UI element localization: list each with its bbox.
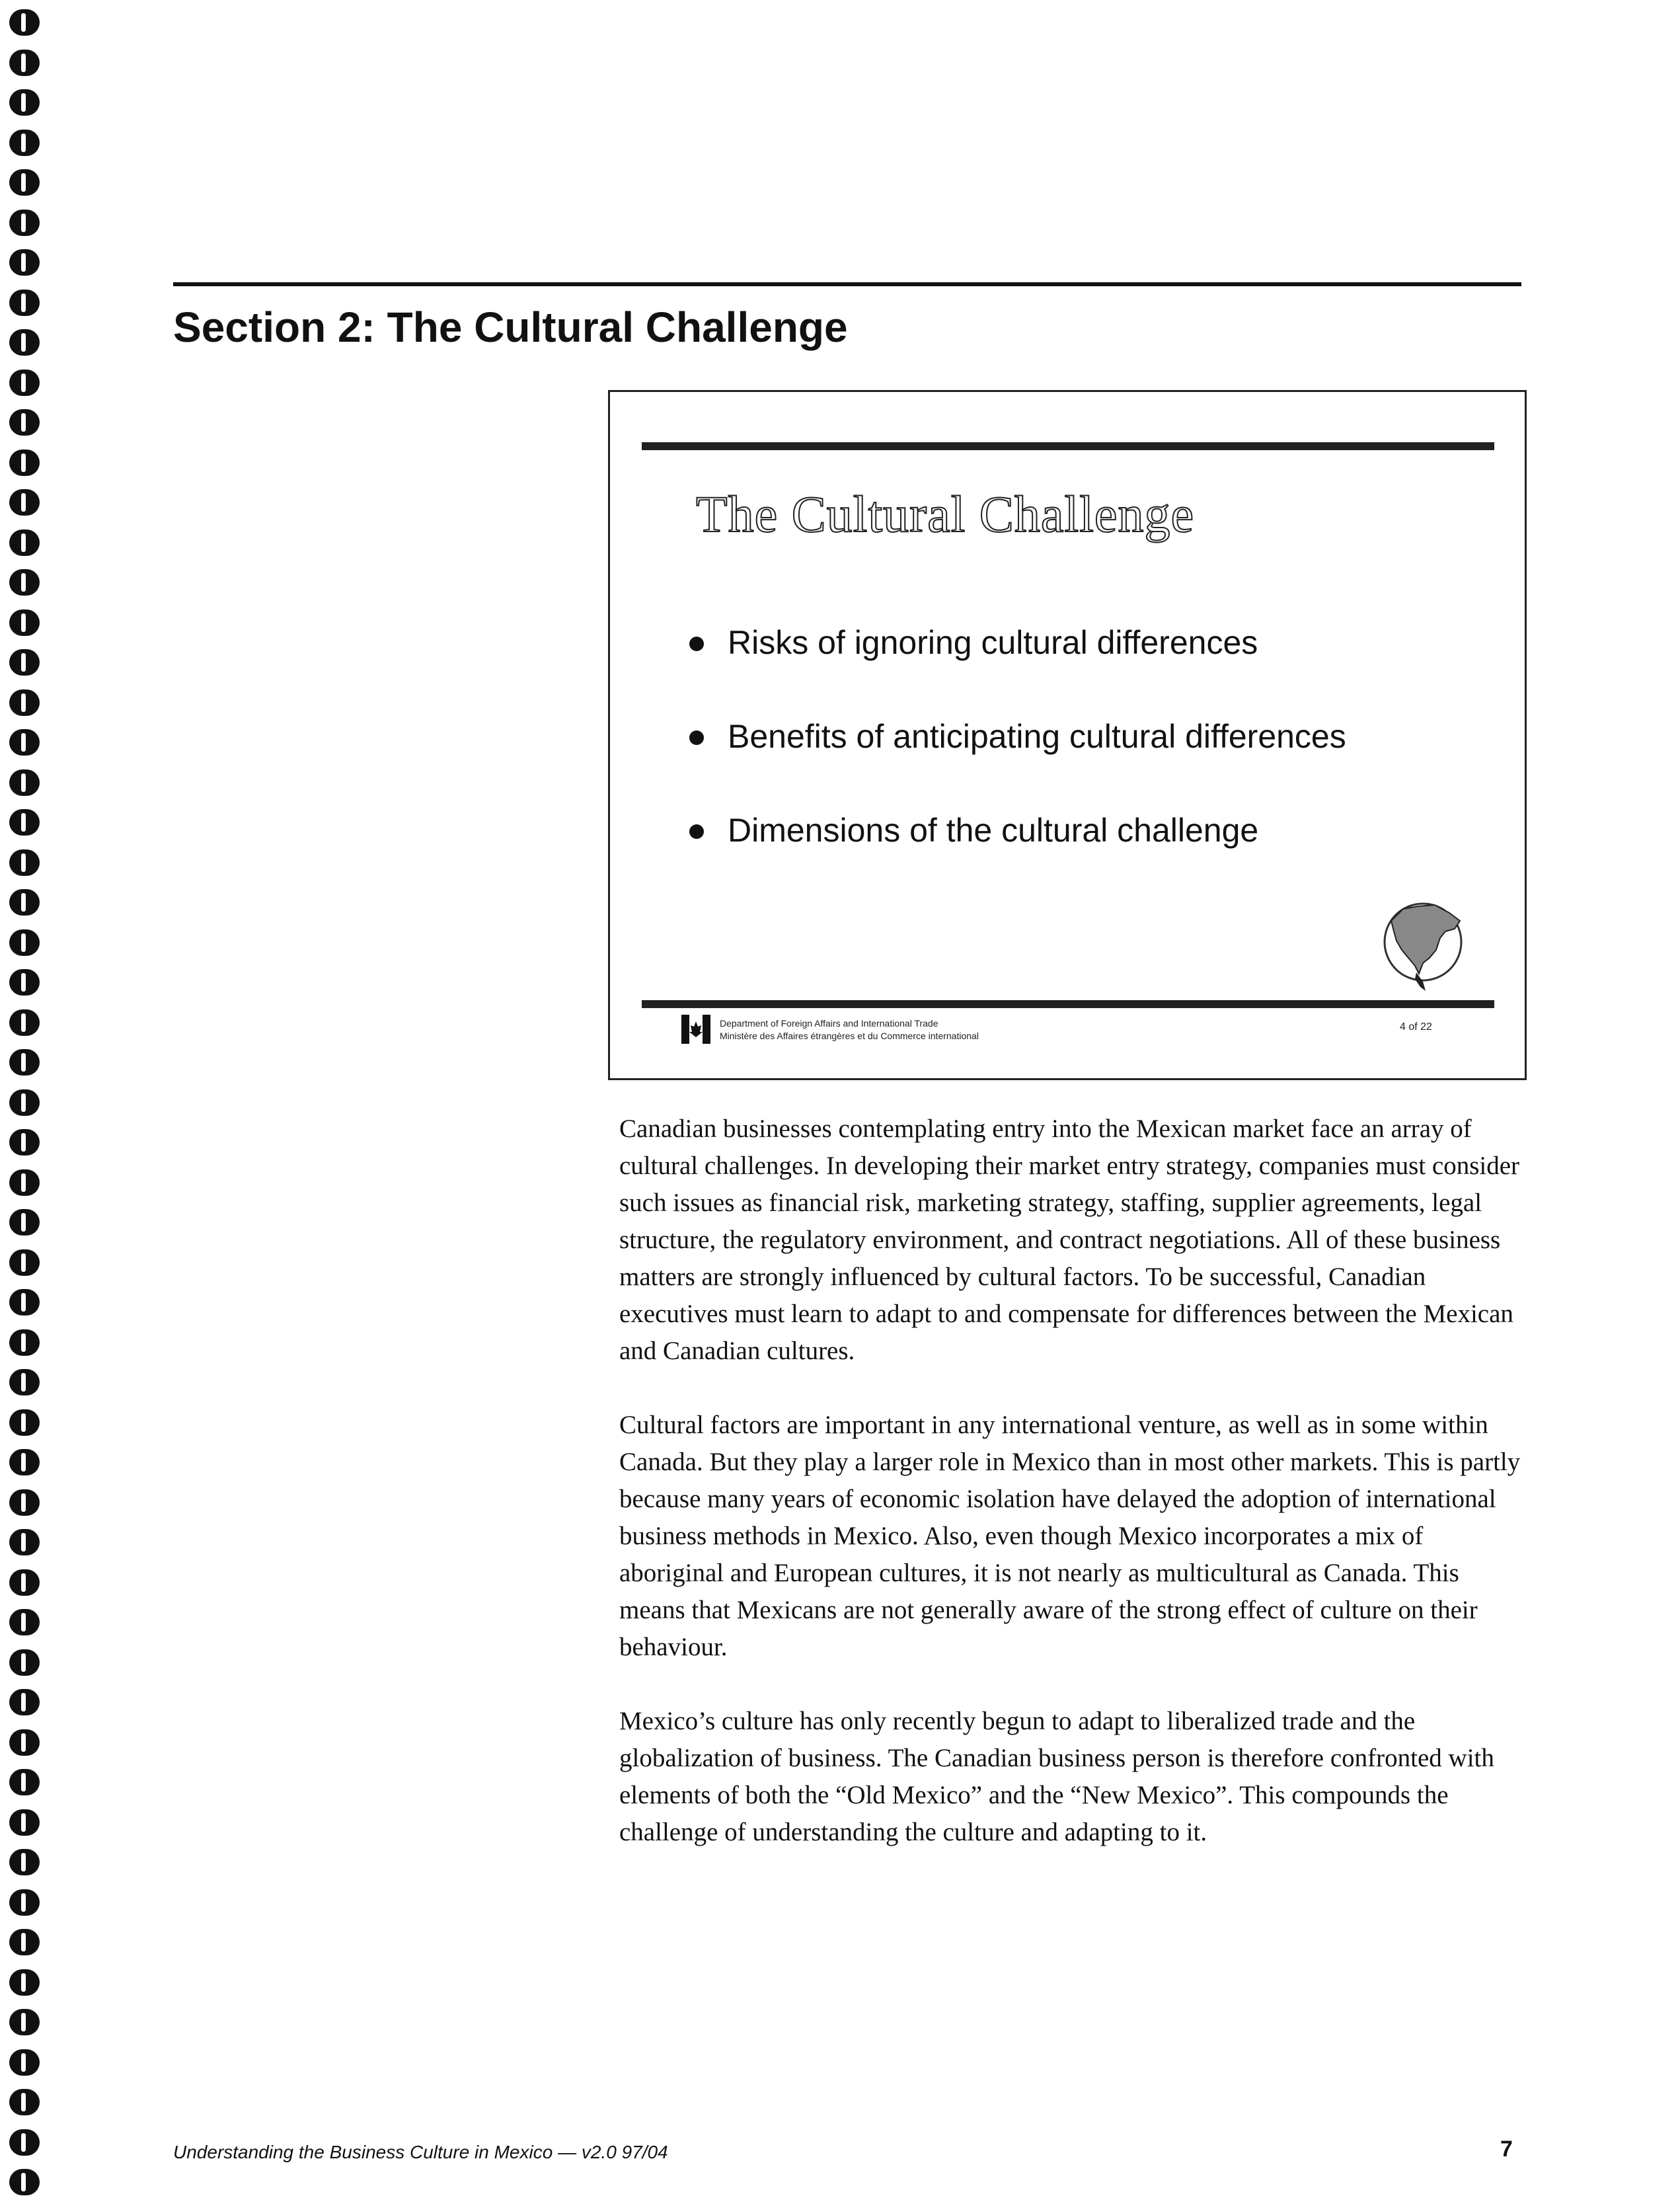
slide-bullet-list	[689, 623, 1346, 905]
binding-hole	[9, 169, 40, 196]
binding-hole	[9, 249, 40, 276]
slide-bullet-text: Risks of ignoring cultural differences	[728, 624, 1258, 661]
binding-hole	[9, 1329, 40, 1356]
binding-hole	[9, 689, 40, 716]
department-name	[720, 1017, 979, 1042]
binding-hole	[9, 2089, 40, 2115]
binding-hole	[9, 50, 40, 76]
section-title: Section 2: The Cultural Challenge	[173, 303, 848, 351]
binding-hole	[9, 1129, 40, 1156]
slide-top-bar	[642, 442, 1494, 450]
binding-hole	[9, 1449, 40, 1475]
slide-bullet-text: Dimensions of the cultural challenge	[728, 812, 1259, 849]
binding-hole	[9, 1649, 40, 1676]
binding-hole	[9, 1169, 40, 1196]
page-number: 7	[1500, 2137, 1513, 2162]
binding-hole	[9, 1209, 40, 1236]
binding-hole	[9, 1569, 40, 1596]
binding-hole	[9, 1889, 40, 1916]
body-paragraph: Canadian businesses contemplating entry into the Mexican market face an array of cultural challenges. In developing their market entry strategy, companies must consider such issues as financial risk, marketing strategy, staffing, supplier agreements, legal structure, the regulatory environment, and contract negotiations. All of these business matters are strongly influenced by cultural factors. To be successful, Canadian executives must learn to adapt to and compensate for differences between the Mexican and Canadian cultures.	[619, 1115, 1520, 1365]
binding-hole	[9, 1489, 40, 1516]
binding-hole	[9, 2009, 40, 2035]
binding-hole	[9, 1729, 40, 1756]
binding-hole	[9, 889, 40, 916]
binding-hole	[9, 1929, 40, 1955]
presentation-slide	[608, 390, 1527, 1080]
slide-bullet	[689, 623, 1346, 717]
department-name-en: Department of Foreign Affairs and International Trade	[720, 1018, 938, 1029]
bullet-dot-icon	[689, 824, 704, 839]
binding-hole	[9, 2129, 40, 2156]
binding-hole	[9, 530, 40, 556]
body-paragraph: Cultural factors are important in any international venture, as well as in some within Canada. But they play a larger role in Mexico than in most other markets. This is partly because many years of economic isolation have delayed the adoption of international business methods in Mexico. Also, even though Mexico incorporates a mix of aboriginal and European cultures, it is not nearly as multicultural as Canada. This means that Mexicans are not generally aware of the strong effect of culture on their behaviour.	[619, 1411, 1521, 1661]
binding-hole	[9, 409, 40, 436]
binding-hole	[9, 1849, 40, 1875]
binding-hole	[9, 609, 40, 636]
binding-hole	[9, 1769, 40, 1795]
slide-bullet-text: Benefits of anticipating cultural differences	[728, 718, 1346, 755]
binding-hole	[9, 1009, 40, 1036]
slide-page-indicator: 4 of 22	[1400, 1021, 1432, 1033]
binding-hole	[9, 329, 40, 356]
binding-hole	[9, 849, 40, 876]
binding-hole	[9, 2049, 40, 2076]
binding-hole	[9, 290, 40, 316]
slide-bottom-bar	[642, 1000, 1494, 1008]
binding-hole	[9, 1249, 40, 1276]
binding-hole	[9, 2169, 40, 2195]
department-name-fr: Ministère des Affaires étrangères et du Commerce international	[720, 1031, 979, 1041]
section-rule	[173, 282, 1521, 286]
binding-hole	[9, 1369, 40, 1395]
binding-hole	[9, 1609, 40, 1635]
binding-hole	[9, 1809, 40, 1836]
binding-hole	[9, 929, 40, 956]
binding-hole	[9, 450, 40, 476]
binding-hole	[9, 130, 40, 156]
binding-hole	[9, 649, 40, 676]
binding-hole	[9, 1689, 40, 1715]
binding-hole	[9, 969, 40, 996]
binding-hole	[9, 1409, 40, 1436]
binding-hole	[9, 1049, 40, 1076]
binding-hole	[9, 1969, 40, 1996]
binding-hole	[9, 210, 40, 236]
binding-hole	[9, 370, 40, 396]
binding-hole	[9, 1529, 40, 1555]
binding-hole	[9, 809, 40, 836]
binding-hole	[9, 489, 40, 516]
binding-hole	[9, 89, 40, 116]
binding-hole	[9, 1089, 40, 1116]
slide-title: The Cultural Challenge	[696, 485, 1195, 543]
bullet-dot-icon	[689, 730, 704, 745]
slide-bullet	[689, 811, 1346, 905]
footer-title: Understanding the Business Culture in Mexico — v2.0 97/04	[173, 2142, 668, 2162]
body-paragraph: Mexico’s culture has only recently begun to adapt to liberalized trade and the globalization of business. The Canadian business person is therefore confronted with elements of both the “Old Mexico” and the “New Mexico”. This compounds the challenge of understanding the culture and adapting to it.	[619, 1707, 1494, 1846]
bullet-dot-icon	[689, 637, 704, 651]
binding-hole	[9, 769, 40, 796]
binding-hole	[9, 569, 40, 596]
spiral-binding	[9, 0, 49, 2198]
slide-bullet	[689, 717, 1346, 811]
canada-flag-icon	[681, 1015, 710, 1044]
north-america-globe-icon	[1377, 894, 1469, 994]
body-text	[619, 1111, 1525, 1888]
binding-hole	[9, 1289, 40, 1315]
binding-hole	[9, 9, 40, 36]
binding-hole	[9, 729, 40, 756]
